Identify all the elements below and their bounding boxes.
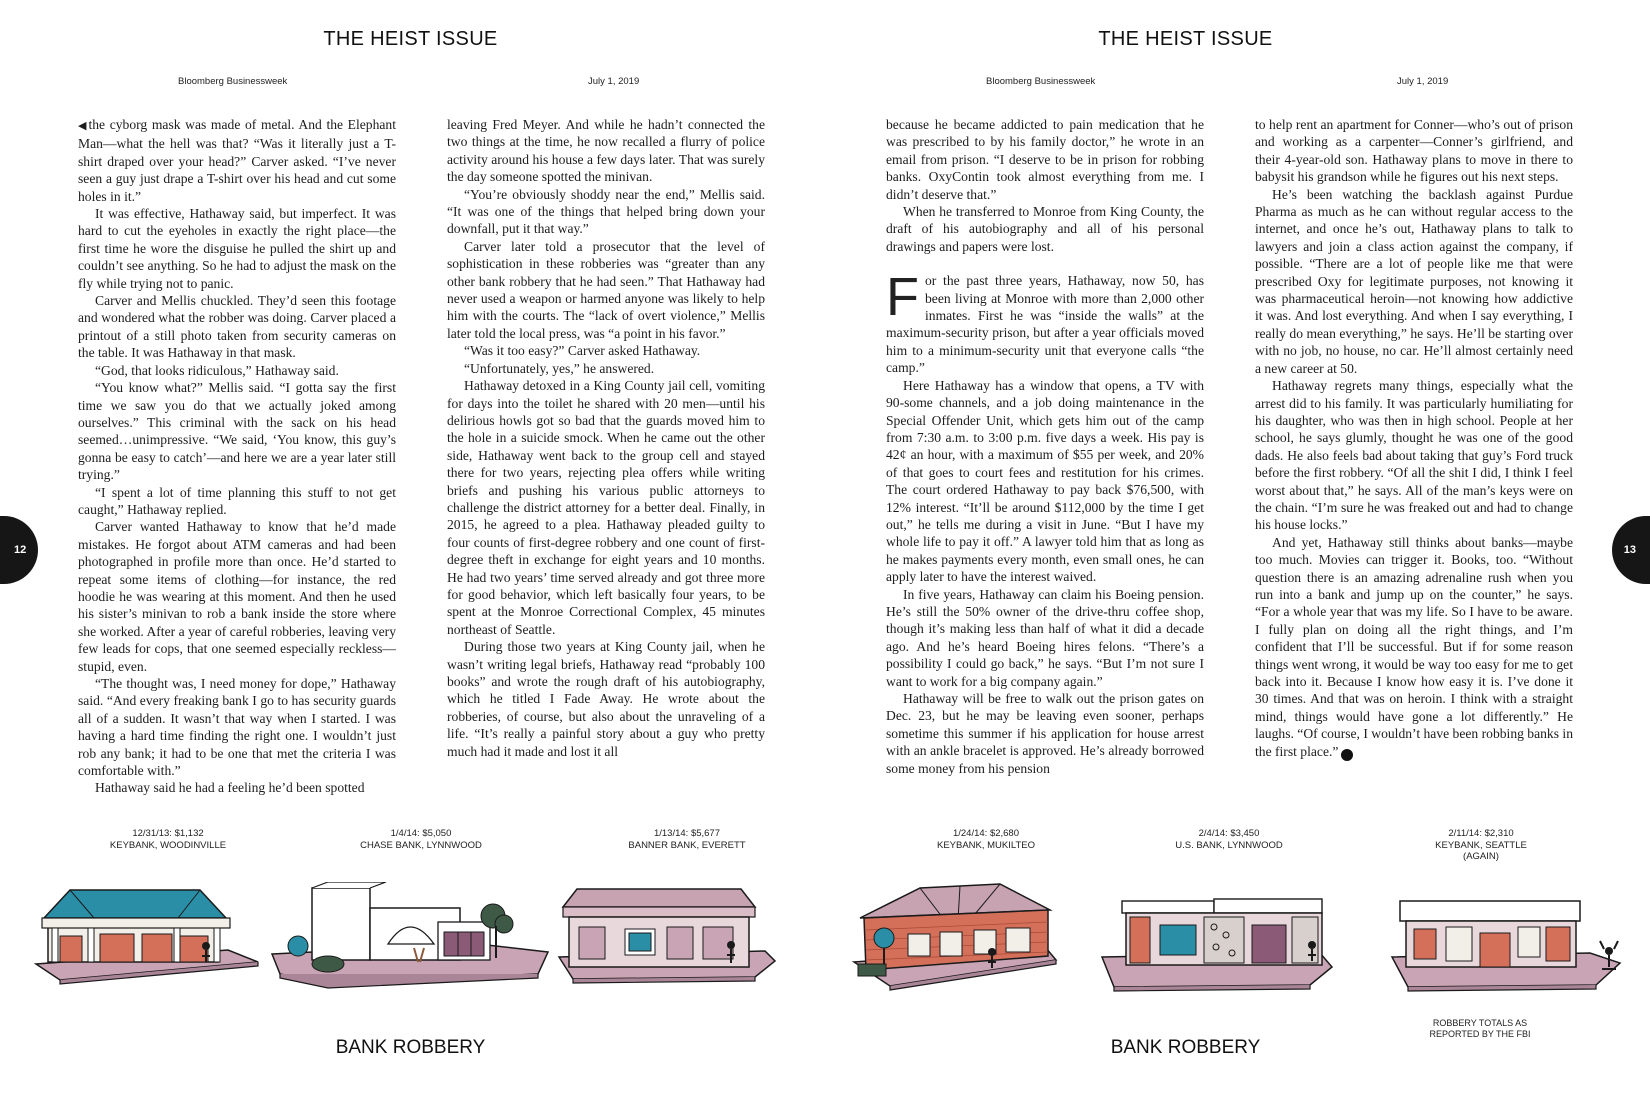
paragraph: “You know what?” Mellis said. “I gotta say the first time we saw you do that we actually joked among ourselves.” This criminal with the sack on his head seemed…unimpressive. “We said, ‘You know, this guy’s gonna be easy to catch’—and here we are a year later still trying.” (78, 380, 396, 483)
robbery-label: 12/31/13: $1,132 KEYBANK, WOODINVILLE (109, 828, 227, 851)
paragraph: For the past three years, Hathaway, now 50, has been living at Monroe with more than 2,000 other inmates. First he was “inside the walls” at the maximum-security prison, but after a year officials moved him to a minimum-security unit that everyone calls “the camp.” (886, 267, 1204, 376)
robbery-label: 2/11/14: $2,310 KEYBANK, SEATTLE (AGAIN) (1435, 828, 1527, 862)
section-footer: BANK ROBBERY (1110, 1037, 1261, 1058)
paragraph: Carver wanted Hathaway to know that he’d made mistakes. He forgot about ATM cameras and had been photographed in profile more than once. He’d started to repeat some items of clothing—for instance, the red hoodie he was wearing at this moment. And then he used his sister’s minivan to rob a bank inside the store where she worked. After a year of careful robberies, leaving very few leads for cops, that one seemed especially reckless—stupid, even. (78, 519, 396, 674)
robbery-label: 1/4/14: $5,050 CHASE BANK, LYNNWOOD (360, 828, 482, 851)
keybank-woodinville-illustration (30, 880, 262, 985)
publication-name: Bloomberg Businessweek (178, 76, 288, 87)
keybank-seattle-illustration (1390, 893, 1645, 993)
paragraph: “Was it too easy?” Carver asked Hathaway. (464, 343, 701, 359)
publication-name: Bloomberg Businessweek (986, 76, 1096, 87)
paragraph: Hathaway will be free to walk out the prison gates on Dec. 23, but he may be leaving even sooner, perhaps sometime this summer if his application for house arrest with an ankle bracelet is approved. He’s already borrowed some money from his pension (886, 691, 1204, 776)
page-header: THE HEIST ISSUE (1098, 28, 1273, 50)
right-page (825, 0, 1650, 1100)
us-bank-lynnwood-illustration (1100, 895, 1335, 995)
drop-cap: F (886, 267, 919, 328)
article-column-2 (447, 116, 765, 760)
paragraph: “The thought was, I need money for dope,” Hathaway said. “And every freaking bank I go to has security guards all of a sudden. It wasn’t that way when I started. I was having a hard time finding the right one. I wouldn’t just rob any bank; it had to be one that met the criteria I was comfortable with.” (78, 676, 396, 779)
paragraph: because he became addicted to pain medication that he was prescribed to by his family doctor,” he wrote in an email from prison. “I deserve to be in prison for robbing banks. OxyContin took almost everything from me. I didn’t deserve that.” (886, 117, 1204, 202)
section-footer: BANK ROBBERY (335, 1037, 486, 1058)
paragraph: Hathaway regrets many things, especially what the arrest did to his family. It was particularly humiliating for his daughter, who was then in high school. People at her school, he says glumly, thought he was one of the good dads. He also feels bad about taking that guy’s Ford truck before the first robbery. “Of all the shit I did, I think I feel worst about that,” he says. All of the man’s keys were on the chain. “I’m sure he was freaked out and had to change his house locks.” (1255, 378, 1573, 533)
paragraph: In five years, Hathaway can claim his Boeing pension. He’s still the 50% owner of the drive-thru coffee shop, though it’s making less than half of what it did a decade ago. And he’s heard Boeing hires felons. “There’s a possibility I could go back,” he says. “But I’m not sure I want to work for a big company again.” (886, 586, 1204, 689)
page-number-tab: 12 (0, 516, 38, 584)
bloomberg-end-mark-icon: B (1341, 749, 1353, 761)
robbery-label: 2/4/14: $3,450 U.S. BANK, LYNNWOOD (1175, 828, 1283, 851)
robbery-label: 1/13/14: $5,677 BANNER BANK, EVERETT (628, 828, 746, 851)
keybank-mukilteo-illustration (850, 882, 1060, 994)
robbery-label: 1/24/14: $2,680 KEYBANK, MUKILTEO (936, 828, 1035, 851)
paragraph: It was effective, Hathaway said, but imperfect. It was hard to cut the eyeholes in exactly the right place—the first time he wore the disguise he pulled the shirt up and couldn’t see anything. So he had to adjust the mask on the fly while trying not to panic. (78, 206, 396, 291)
paragraph: When he transferred to Monroe from King County, the draft of his autobiography and all of his personal drawings and papers were lost. (886, 204, 1204, 254)
paragraph: leaving Fred Meyer. And while he hadn’t connected the two things at the time, he now recalled a flurry of police activity around his house a few days later. That was surely the day someone spotted the minivan. (447, 117, 765, 185)
banner-bank-everett-illustration (555, 885, 777, 985)
paragraph: “You’re obviously shoddy near the end,” Mellis said. “It was one of the things that helped bring down your downfall, put it that way.” (447, 186, 765, 237)
fbi-totals-note: ROBBERY TOTALS AS REPORTED BY THE FBI (1429, 1018, 1531, 1039)
page-number-tab: 13 (1612, 516, 1650, 584)
continued-arrow-icon: ◀ (78, 120, 87, 132)
paragraph: Hathaway detoxed in a King County jail cell, vomiting for days into the toilet he shared with 20 men—until his delirious howls got so bad that the guards moved him to the hole in a suicide smock. When he came out the other side, Hathaway went back to the group cell and stayed there for two years, rejecting plea offers while writing briefs and pushing his various public attorneys to challenge the district attorney for a better deal. Finally, in 2015, he agreed to a plea. Hathaway pleaded guilty to four counts of first-degree robbery and one count of first-degree theft in exchange for eight years and 10 months. He had two years’ time served already and got three more for good behavior, which left basically four years, to be spent at the Monroe Correctional Complex, 45 minutes northeast of Seattle. (447, 378, 765, 637)
chase-bank-lynnwood-illustration (268, 882, 550, 992)
article-column-3 (886, 116, 1204, 777)
page-header: THE HEIST ISSUE (323, 28, 498, 50)
article-column-4 (1255, 116, 1573, 761)
paragraph: “Unfortunately, yes,” he answered. (464, 360, 655, 376)
paragraph: to help rent an apartment for Conner—who’s out of prison and working as a carpenter—Conner’s girlfriend, and their 4-year-old son. Hathaway plans to move in there to babysit his grandson while he figures out his next steps. (1255, 117, 1573, 185)
paragraph: He’s been watching the backlash against Purdue Pharma as much as he can without regular access to the internet, and once he’s out, Hathaway plans to talk to lawyers and join a class action against the company, if possible. “There are a lot of people like me that were prescribed Oxy for legitimate purposes, not knowing it was pharmaceutical heroin—not knowing how addictive it was. And lost everything. And when I say everything, I really do mean everything,” he says. He’ll be starting over with no job, no house, no car. He’ll almost certainly need a new career at 50. (1255, 186, 1573, 376)
paragraph: “I spent a lot of time planning this stuff to not get caught,” Hathaway replied. (78, 484, 396, 517)
issue-date: July 1, 2019 (1397, 76, 1449, 87)
paragraph: “God, that looks ridiculous,” Hathaway said. (95, 362, 339, 378)
paragraph: Carver later told a prosecutor that the level of sophistication in these robberies was “greater than any other bank robbery that he had seen.” That Hathaway had never used a weapon or harmed anyone was likely to help him with the courts. The “lack of overt violence,” Mellis later told the local press, was “a point in his favor.” (447, 238, 765, 341)
paragraph: During those two years at King County jail, when he wasn’t writing legal briefs, Hathaway read “probably 100 books” and wrote the rough draft of his autobiography, which he titled I Fade Away. He wrote about the robberies, of course, but also about the unraveling of a life. “It’s really a painful story about a guy who pretty much had it made and lost it all (447, 639, 765, 759)
paragraph: the cyborg mask was made of metal. And the Elephant Man—what the hell was that? “Was it literally just a T-shirt draped over your head?” Carver asked. “I’ve never seen a guy just drape a T-shirt over his head and cut some holes in it.” (78, 117, 396, 204)
paragraph: Here Hathaway has a window that opens, a TV with 90-some channels, and a job doing maintenance in the Special Offender Unit, which gets him out of the camp from 7:30 a.m. to 3:00 p.m. five days a week. His pay is 42¢ an hour, with a maximum of $55 per week, and 20% of that goes to court fees and restitution for his crimes. The court ordered Hathaway to pay back $76,500, with 12% interest. “It’ll be around $112,000 by the time I get out,” he tells me during a visit in June. “But I have my whole life to pay it off.” A lawyer told him that as long as he makes payments every month, even small ones, he can apply later to have the interest waived. (886, 377, 1204, 585)
issue-date: July 1, 2019 (588, 76, 640, 87)
article-column-1 (78, 116, 396, 797)
paragraph: Hathaway said he had a feeling he’d been spotted (95, 780, 365, 796)
paragraph: And yet, Hathaway still thinks about banks—maybe too much. Movies can trigger it. Books, too. “Without question there is an amazing adrenaline rush when you run into a bank and jump up on the counter,” he says. “For a whole year that was my life. So I have to be aware. I fully plan on doing all the right things, and I’m confident that I’ll be successful. But if for some reason things went wrong, it would be way too easy for me to get back into it. Because I know how easy it is. I’ve done it 30 times. And that was on heroin. I think with a straight mind, things would have gone a lot differently.” He laughs. “Of course, I wouldn’t have been robbing banks in the first place.” B (1255, 534, 1573, 759)
paragraph: Carver and Mellis chuckled. They’d seen this footage and wondered what the robber was doing. Carver placed a printout of a still photo taken from security cameras on the table. It was Hathaway in that mask. (78, 293, 396, 361)
